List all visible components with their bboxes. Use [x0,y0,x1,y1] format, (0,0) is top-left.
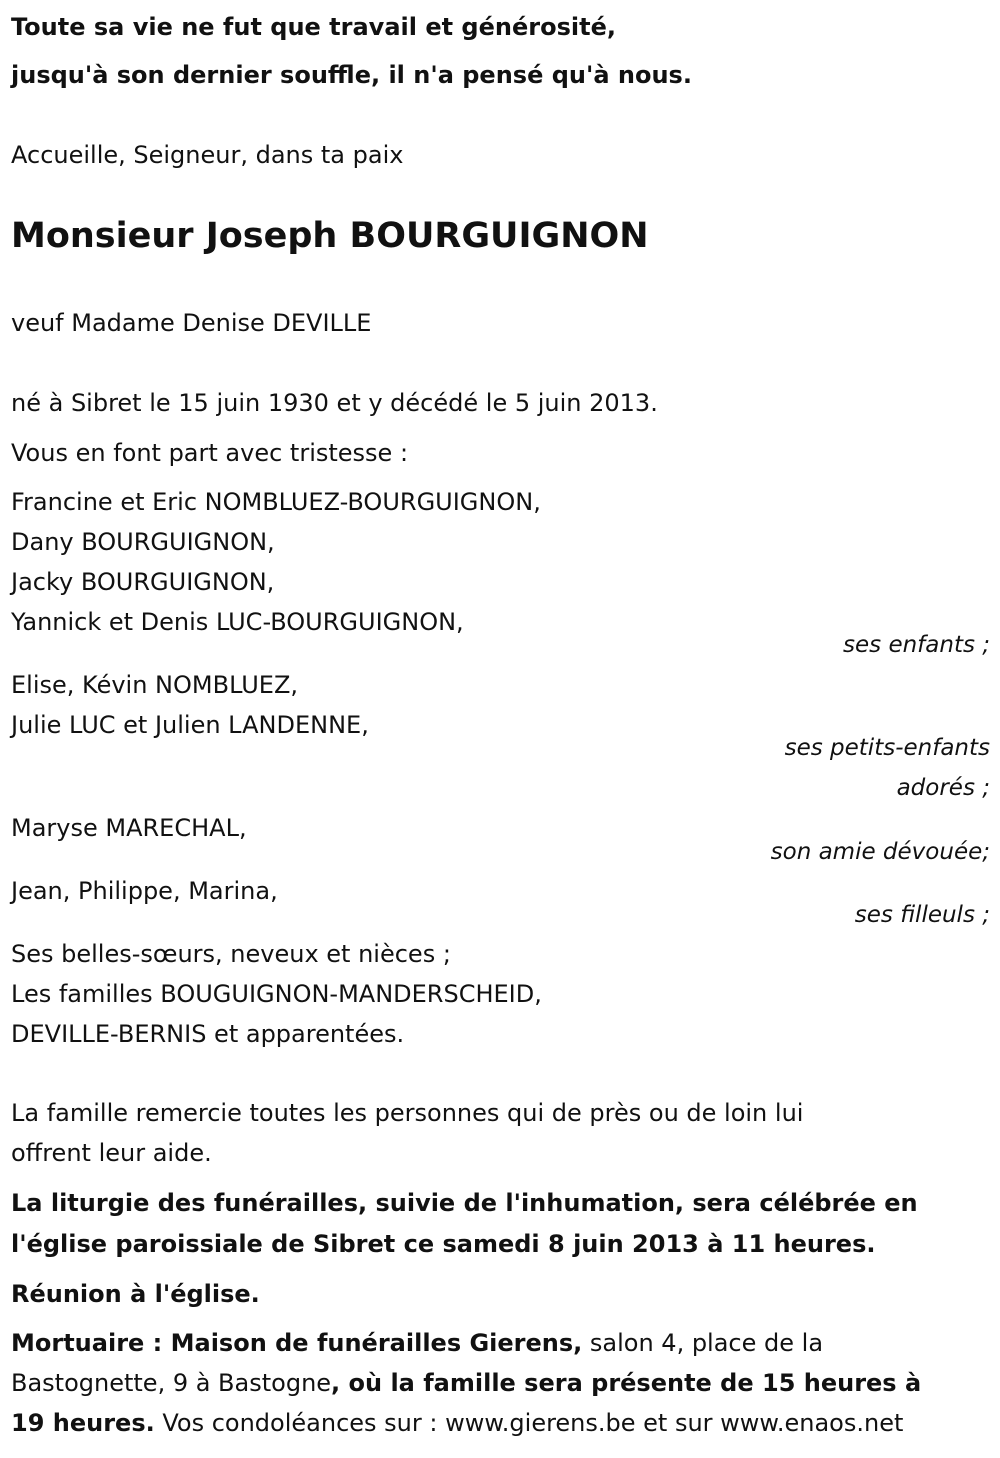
funeral-line-1: La liturgie des funérailles, suivie de l'inhumation, sera célébrée en [11,1189,918,1217]
mortuary-bold: , où la famille sera présente de 15 heures à [331,1369,922,1397]
mortuary-text: Vos condoléances sur : www.gierens.be et sur www.enaos.net [154,1409,904,1437]
mortuary-text: Bastognette, 9 à Bastogne [11,1369,332,1397]
prayer: Accueille, Seigneur, dans ta paix [11,141,404,169]
friend-name: Maryse MARECHAL, [11,814,247,842]
friend-role: son amie dévouée; [770,839,990,865]
grandchildren-role: ses petits-enfants [784,735,990,761]
child-name: Dany BOURGUIGNON, [11,528,275,556]
thanks-line-1: La famille remercie toutes les personnes qui de près ou de loin lui [11,1099,804,1127]
child-name: Francine et Eric NOMBLUEZ-BOURGUIGNON, [11,488,541,516]
widower-of: veuf Madame Denise DEVILLE [11,309,372,337]
godchildren-role: ses filleuls ; [854,902,990,928]
thanks-line-2: offrent leur aide. [11,1139,212,1167]
mortuary-bold: Mortuaire : Maison de funérailles Gierens, [11,1329,583,1357]
epitaph-line-1: Toute sa vie ne fut que travail et générosité, [11,13,616,41]
mortuary-line-3 [11,1408,903,1438]
godchildren-names: Jean, Philippe, Marina, [11,877,278,905]
mortuary-line-2 [11,1368,921,1398]
birth-death: né à Sibret le 15 juin 1930 et y décédé le 5 juin 2013. [11,389,658,417]
grandchildren-role-2: adorés ; [896,775,990,801]
child-name: Yannick et Denis LUC-BOURGUIGNON, [11,608,464,636]
child-name: Jacky BOURGUIGNON, [11,568,275,596]
epitaph-line-2: jusqu'à son dernier souffle, il n'a pensé qu'à nous. [11,61,692,89]
others-line: Les familles BOUGUIGNON-MANDERSCHEID, [11,980,542,1008]
grandchild-name: Elise, Kévin NOMBLUEZ, [11,671,299,699]
deceased-name: Monsieur Joseph BOURGUIGNON [11,216,649,256]
children-role: ses enfants ; [843,632,990,658]
others-line: Ses belles-sœurs, neveux et nièces ; [11,940,451,968]
funeral-line-2: l'église paroissiale de Sibret ce samedi 8 juin 2013 à 11 heures. [11,1230,876,1258]
mortuary-line-1 [11,1328,823,1358]
others-line: DEVILLE-BERNIS et apparentées. [11,1020,405,1048]
mortuary-text: salon 4, place de la [582,1329,824,1357]
mortuary-bold: 19 heures. [11,1409,155,1437]
announce: Vous en font part avec tristesse : [11,439,409,467]
meeting: Réunion à l'église. [11,1280,260,1308]
grandchild-name: Julie LUC et Julien LANDENNE, [11,711,369,739]
